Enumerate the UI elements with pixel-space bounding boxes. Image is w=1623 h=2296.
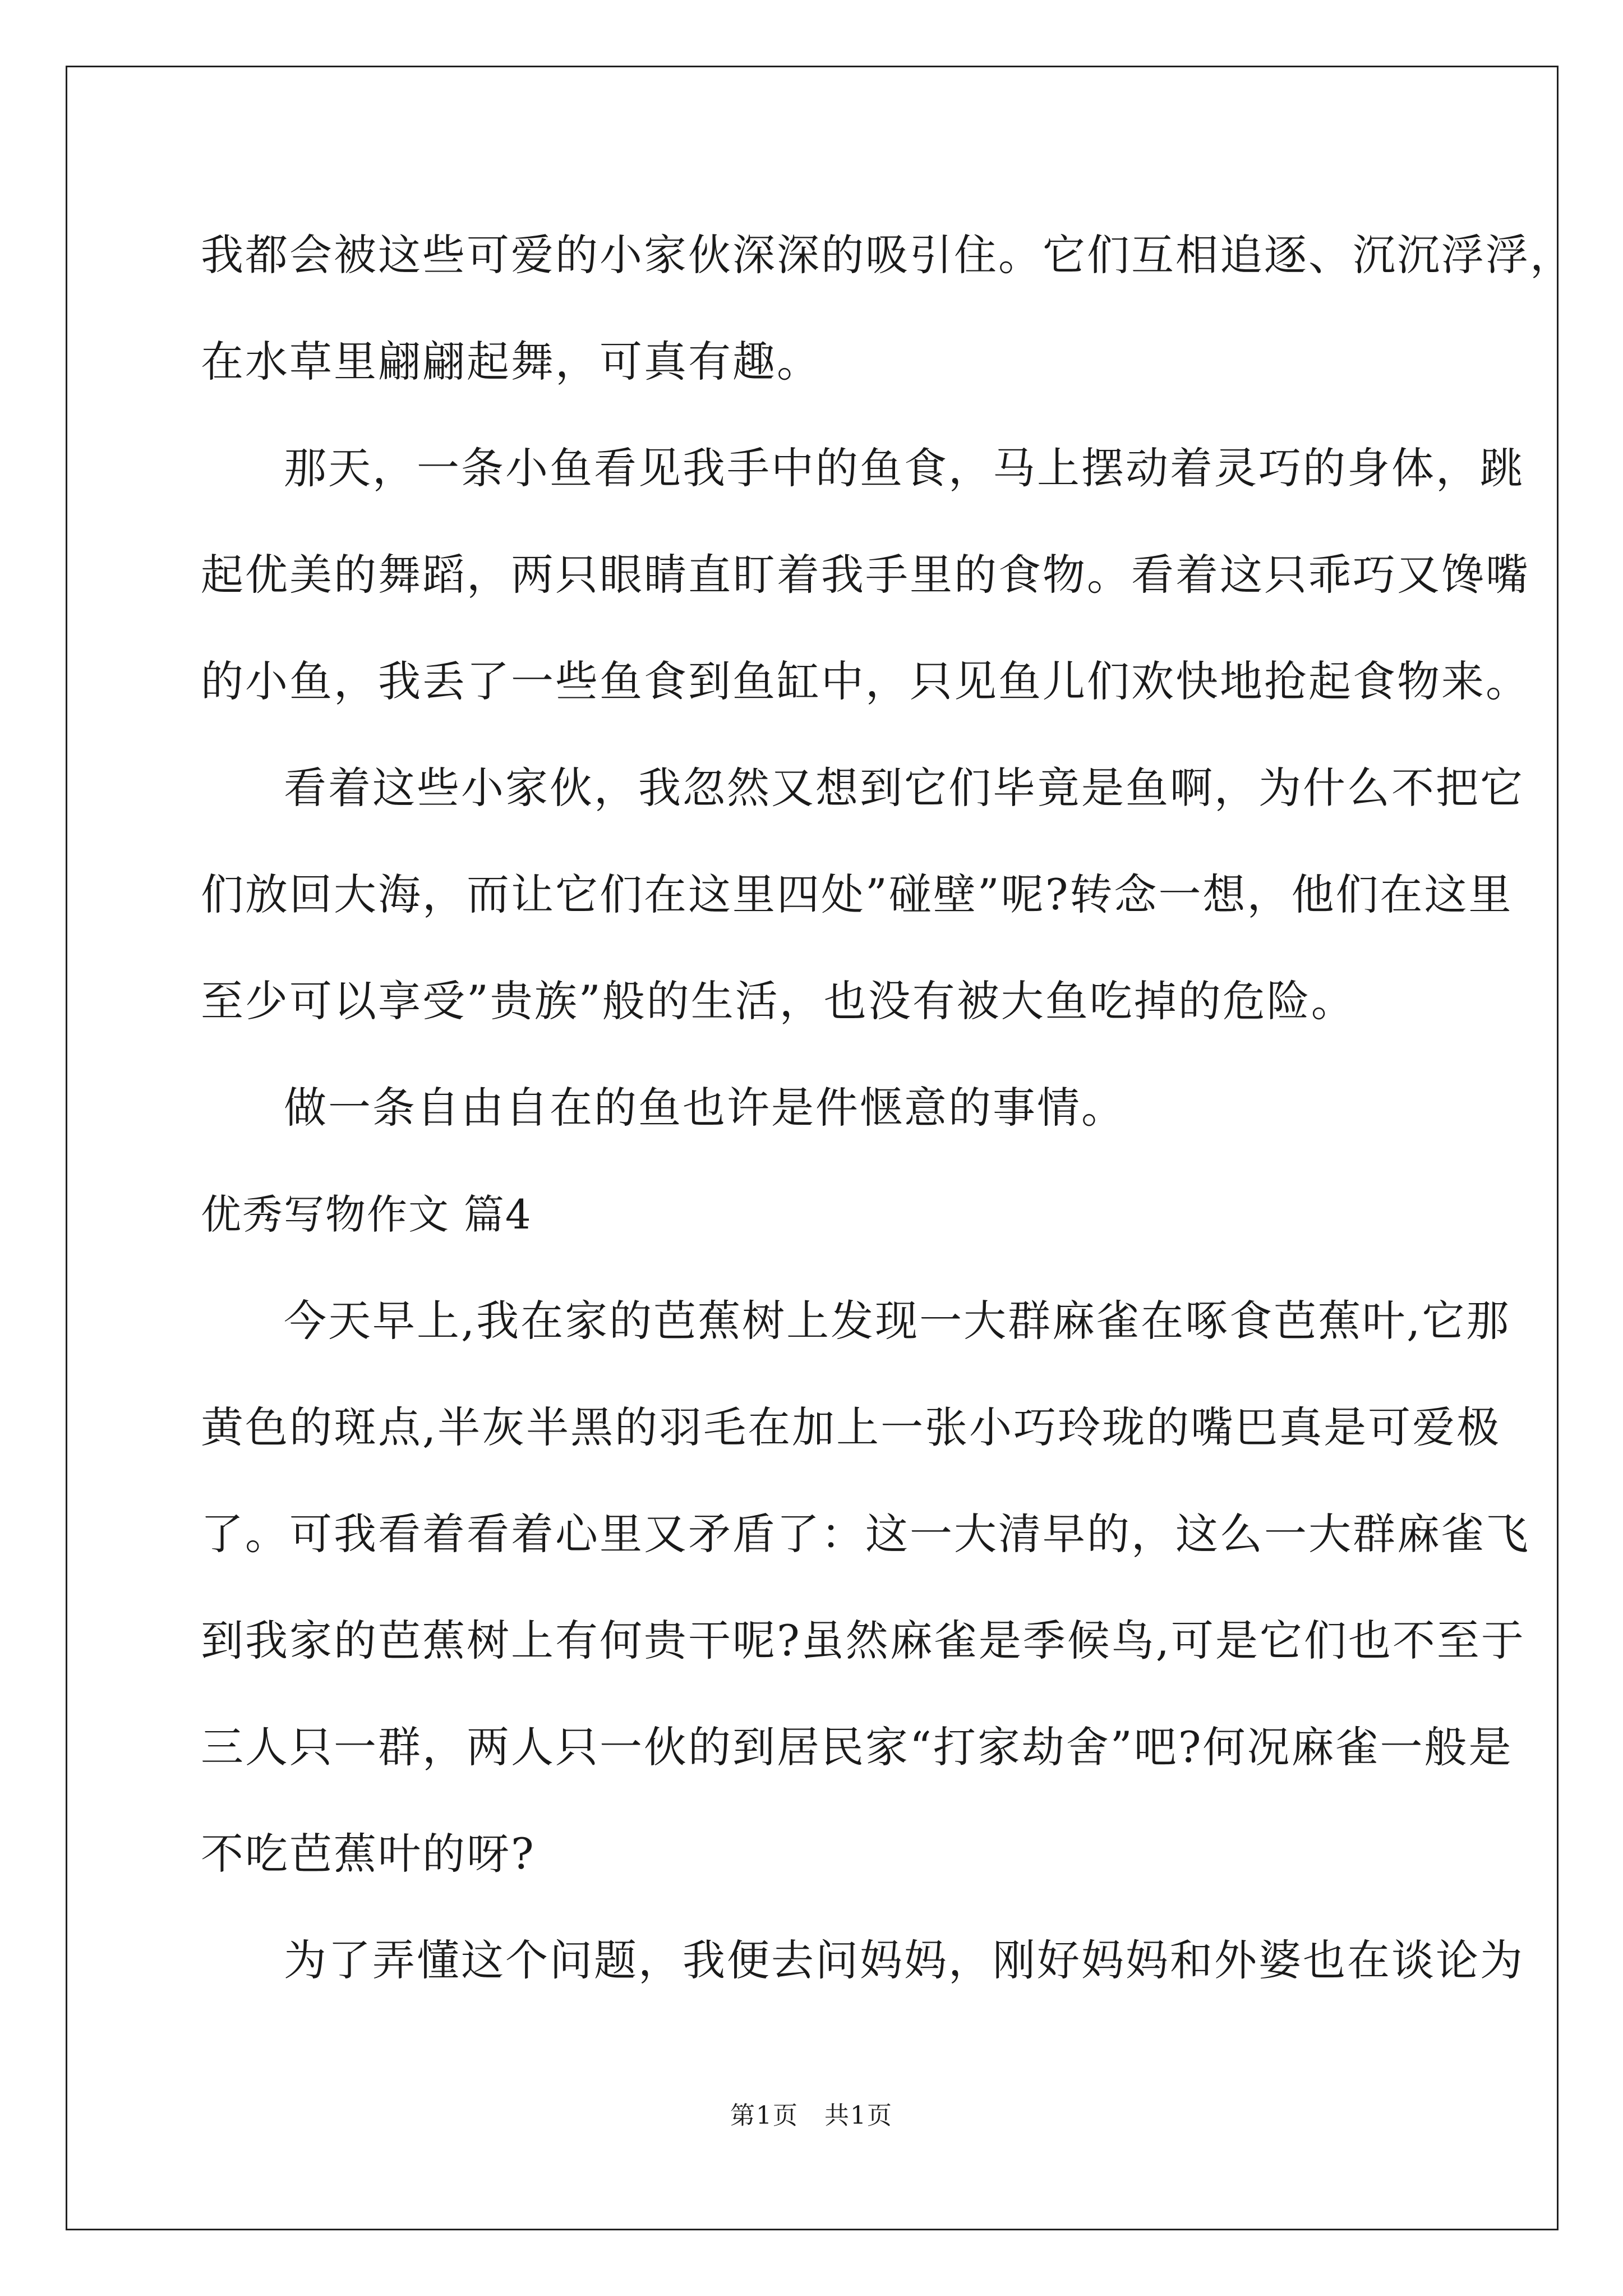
- paragraph-start-line: 今天早上,我在家的芭蕉树上发现一大群麻雀在啄食芭蕉叶,它那: [284, 1296, 1511, 1346]
- text-line: 不吃芭蕉叶的呀?: [201, 1829, 536, 1879]
- paragraph-start-line: 为了弄懂这个问题，我便去问妈妈，刚好妈妈和外婆也在谈论为: [284, 1935, 1524, 1985]
- text-line: 黄色的斑点,半灰半黑的羽毛在加上一张小巧玲珑的嘴巴真是可爱极: [201, 1402, 1501, 1452]
- paragraph-start-line: 做一条自由自在的鱼也许是件惬意的事情。: [284, 1083, 1126, 1133]
- text-line: 起优美的舞蹈，两只眼睛直盯着我手里的食物。看着这只乖巧又馋嘴: [201, 550, 1530, 600]
- document-body: [201, 202, 1574, 2014]
- text-line: 在水草里翩翩起舞，可真有趣。: [201, 337, 821, 386]
- text-line: 三人只一群，两人只一伙的到居民家“打家劫舍”吧?何况麻雀一般是: [201, 1722, 1513, 1772]
- text-line: 至少可以享受”贵族”般的生活，也没有被大鱼吃掉的危险。: [201, 976, 1355, 1026]
- paragraph-start-line: 那天，一条小鱼看见我手中的鱼食，马上摆动着灵巧的身体，跳: [284, 443, 1524, 493]
- text-line: 们放回大海，而让它们在这里四处”碰壁”呢?转念一想，他们在这里: [201, 869, 1513, 919]
- text-line: 我都会被这些可爱的小家伙深深的吸引住。它们互相追逐、沉沉浮浮，: [201, 230, 1574, 280]
- text-line: 到我家的芭蕉树上有何贵干呢?虽然麻雀是季候鸟,可是它们也不至于: [201, 1616, 1525, 1665]
- paragraph-start-line: 看着这些小家伙，我忽然又想到它们毕竟是鱼啊，为什么不把它: [284, 763, 1524, 813]
- page-footer: 第1页 共1页: [730, 2101, 893, 2130]
- text-line: 了。可我看着看着心里又矛盾了：这一大清早的，这么一大群麻雀飞: [201, 1509, 1530, 1559]
- text-line: 的小鱼，我丢了一些鱼食到鱼缸中，只见鱼儿们欢快地抢起食物来。: [201, 656, 1530, 706]
- section-heading: 优秀写物作文 篇4: [201, 1191, 532, 1238]
